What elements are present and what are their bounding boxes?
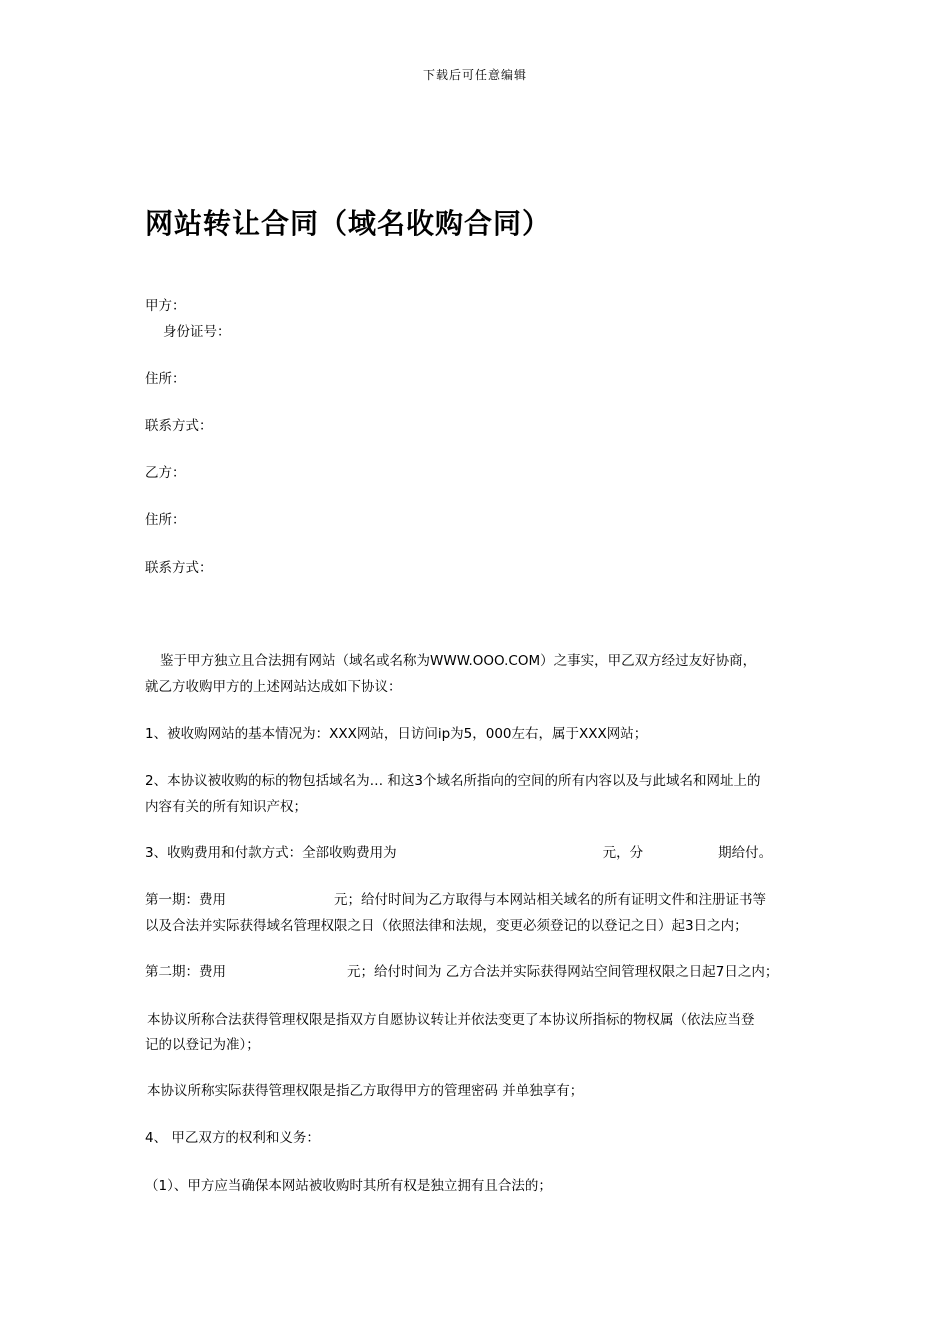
clause-1: 1、被收购网站的基本情况为：XXX网站，日访问ip为5，000左右，属于XXX网站； xyxy=(145,726,648,742)
clause-2-line-1: 2、本协议被收购的标的物包括域名为… 和这3个域名所指向的空间的所有内容以及与此域名和网址上的 xyxy=(145,773,761,789)
clause-3-part-1: 3、收购费用和付款方式：全部收购费用为 xyxy=(145,845,397,861)
party-a-contact-label: 联系方式： xyxy=(145,418,213,434)
party-b-contact-label: 联系方式： xyxy=(145,560,213,576)
party-a-id-label: 身份证号： xyxy=(163,324,231,340)
clause-3-part-2: 元，分 xyxy=(602,845,644,861)
installment-1-line-1 xyxy=(145,888,766,912)
note-1-line-2: 记的以登记为准）； xyxy=(145,1037,260,1053)
preamble-line-1: 鉴于甲方独立且合法拥有网站（域名或名称为WWW.OOO.COM）之事实，甲乙双方经过友好协商， xyxy=(160,653,757,669)
note-2: 本协议所称实际获得管理权限是指乙方取得甲方的管理密码 并单独享有； xyxy=(147,1083,584,1099)
installment-1-line-2: 以及合法并实际获得域名管理权限之日（依照法律和法规，变更必须登记的以登记之日）起3日之内； xyxy=(145,918,748,934)
clause-4-item-1: （1）、甲方应当确保本网站被收购时其所有权是独立拥有且合法的； xyxy=(145,1178,552,1194)
installment-2-part-1: 第二期：费用 xyxy=(145,964,226,980)
installment-1-part-1: 第一期：费用 xyxy=(145,892,226,908)
clause-3 xyxy=(145,841,772,865)
clause-2-line-2: 内容有关的所有知识产权； xyxy=(145,799,307,815)
document-title: 网站转让合同（域名收购合同） xyxy=(145,207,552,240)
note-1-line-1: 本协议所称合法获得管理权限是指双方自愿协议转让并依法变更了本协议所指标的物权属（依法应当登 xyxy=(147,1012,755,1028)
party-a-address-label: 住所： xyxy=(145,371,186,387)
preamble-line-2: 就乙方收购甲方的上述网站达成如下协议： xyxy=(145,679,402,695)
party-b-address-label: 住所： xyxy=(145,512,186,528)
clause-4-heading: 4、 甲乙双方的权利和义务： xyxy=(145,1130,320,1146)
installment-2 xyxy=(145,960,778,984)
installment-1-part-2: 元；给付时间为乙方取得与本网站相关域名的所有证明文件和注册证书等 xyxy=(334,892,766,908)
party-a-label: 甲方： xyxy=(145,298,186,314)
installment-2-part-2: 元；给付时间为 乙方合法并实际获得网站空间管理权限之日起7日之内； xyxy=(347,964,779,980)
party-b-label: 乙方： xyxy=(145,465,186,481)
header-note: 下载后可任意编辑 xyxy=(422,68,527,82)
clause-3-part-3: 期给付。 xyxy=(718,845,773,861)
